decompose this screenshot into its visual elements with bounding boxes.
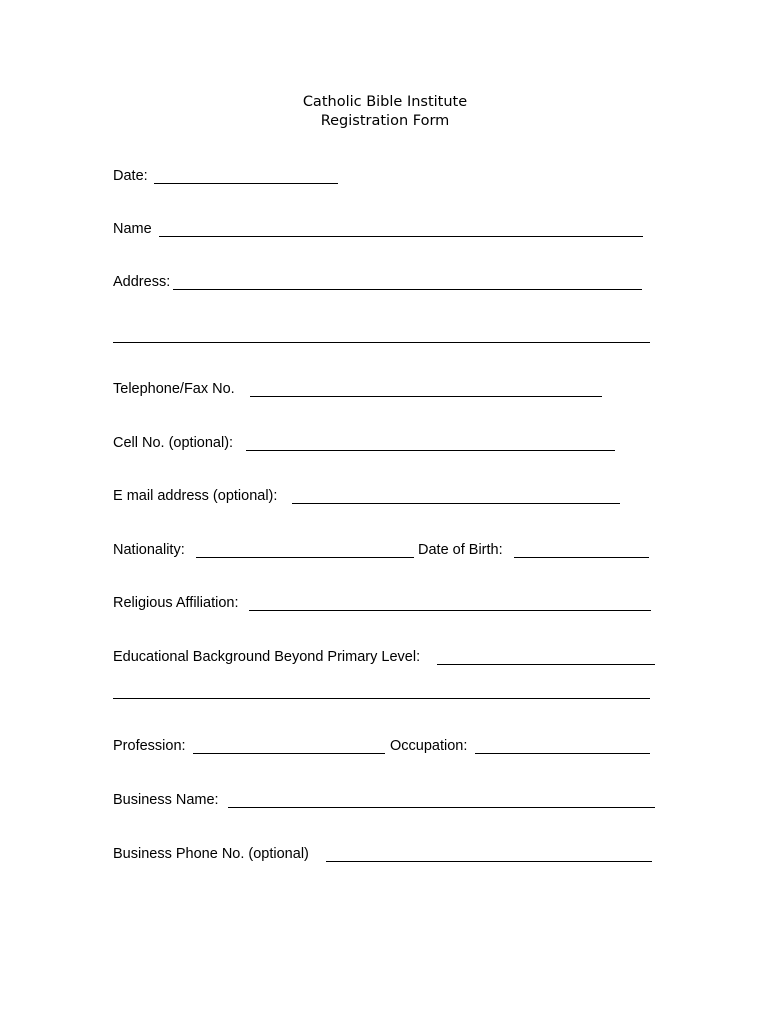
name-row [113,219,653,239]
business-phone-label: Business Phone No. (optional) [113,846,309,862]
email-row [113,486,653,506]
nationality-label: Nationality: [113,542,185,558]
cell-row [113,433,653,453]
date-of-birth-field[interactable] [514,557,649,558]
form-title: Catholic Bible Institute [302,94,468,110]
business-name-row [113,790,658,810]
profession-row [113,736,653,756]
nationality-field[interactable] [196,557,414,558]
telephone-label: Telephone/Fax No. [113,381,235,397]
religious-affiliation-label: Religious Affiliation: [113,595,239,611]
education-label: Educational Background Beyond Primary Level: [113,649,421,665]
religious-affiliation-field[interactable] [249,610,651,611]
address-field-line2[interactable] [113,342,650,343]
business-phone-field[interactable] [326,861,652,862]
name-field[interactable] [159,236,643,237]
telephone-field[interactable] [250,396,602,397]
occupation-field[interactable] [475,753,650,754]
date-of-birth-label: Date of Birth: [418,542,503,558]
education-field[interactable] [437,664,655,665]
business-phone-row [113,844,653,864]
education-row [113,647,658,667]
nationality-row [113,540,653,560]
date-label: Date: [113,168,148,184]
form-subtitle: Registration Form [320,113,450,129]
religious-affiliation-row [113,593,653,613]
email-field[interactable] [292,503,620,504]
education-field-line2[interactable] [113,698,650,699]
occupation-label: Occupation: [390,738,468,754]
address-field[interactable] [173,289,642,290]
date-field[interactable] [154,183,338,184]
profession-field[interactable] [193,753,385,754]
cell-field[interactable] [246,450,615,451]
email-label: E mail address (optional): [113,488,278,504]
cell-label: Cell No. (optional): [113,435,234,451]
profession-label: Profession: [113,738,186,754]
address-label: Address: [113,274,171,290]
business-name-label: Business Name: [113,792,219,808]
address-row [113,272,653,292]
business-name-field[interactable] [228,807,655,808]
telephone-row [113,379,653,399]
name-label: Name [113,221,152,237]
date-row [113,166,653,186]
